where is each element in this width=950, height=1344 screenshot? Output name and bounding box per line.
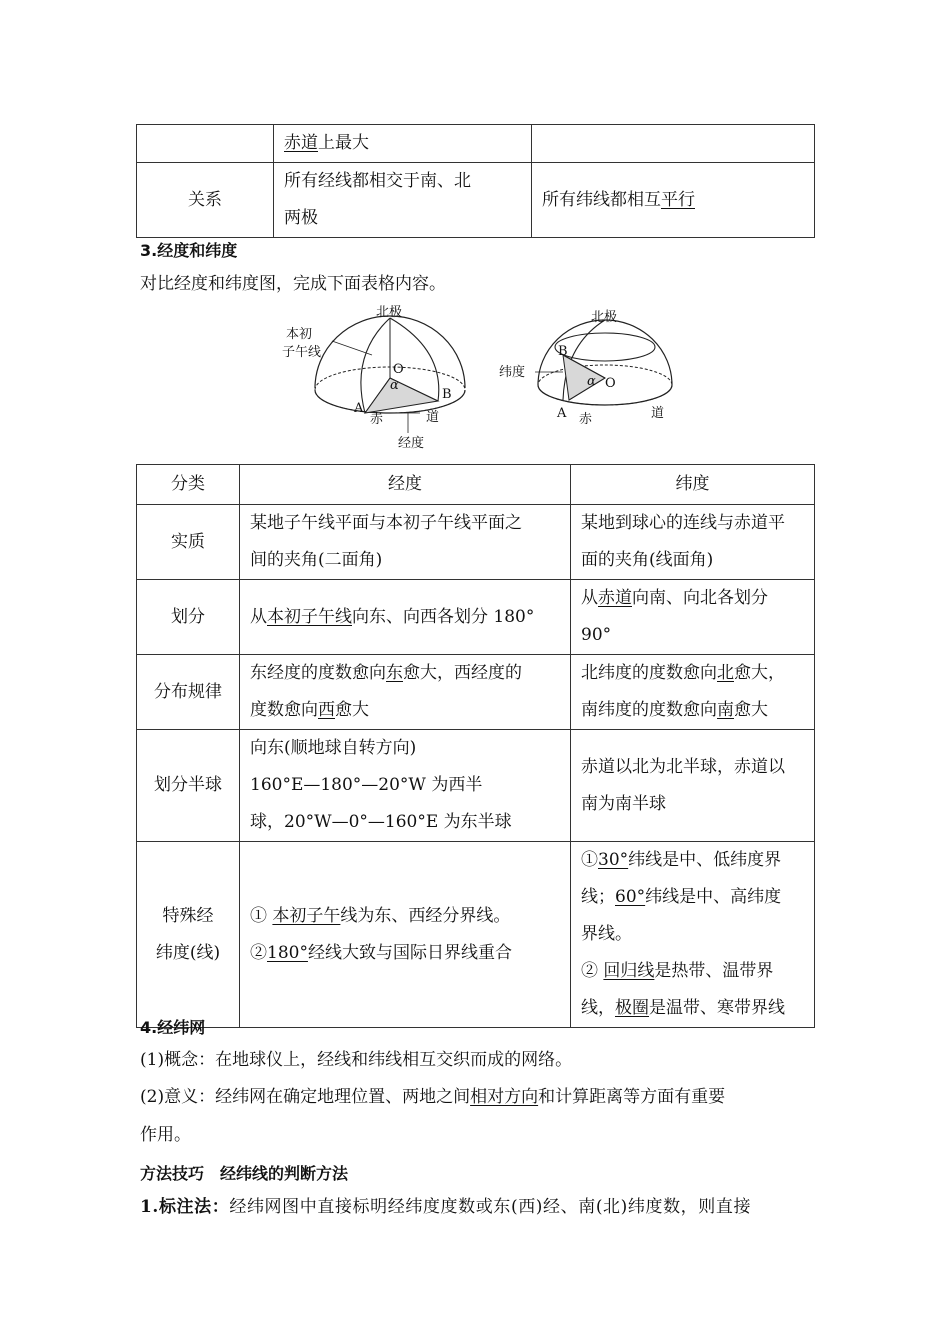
- alpha-label: α: [587, 374, 596, 389]
- row-label-distribution: 分布规律: [137, 655, 240, 730]
- division-latitude: 从赤道向南、向北各划分 90°: [571, 580, 815, 655]
- method-heading: 方法技巧 经纬线的判断方法: [140, 1164, 349, 1183]
- center-o: O: [605, 376, 616, 391]
- relation-meridians: 所有经线都相交于南、北 两极: [274, 163, 532, 238]
- point-b: B: [442, 387, 452, 402]
- header-latitude: 纬度: [571, 465, 815, 505]
- essence-latitude: 某地到球心的连线与赤道平 面的夹角(线面角): [571, 505, 815, 580]
- concept-paragraph: (1)概念：在地球仪上，经线和纬线相互交织而成的网络。: [140, 1050, 573, 1070]
- hemisphere-longitude: 向东(顺地球自转方向) 160°E—180°—20°W 为西半 球，20°W—0°—160°E 为东半球: [240, 730, 571, 842]
- north-pole-label: 北极: [376, 305, 403, 320]
- point-b: B: [558, 344, 568, 359]
- meaning-paragraph: (2)意义：经纬网在确定地理位置、两地之间相对方向和计算距离等方面有重要: [140, 1087, 726, 1107]
- header-longitude: 经度: [240, 465, 571, 505]
- row-label-essence: 实质: [137, 505, 240, 580]
- prime-meridian-label: 本初: [286, 327, 313, 342]
- equator-chi: 赤: [579, 412, 593, 427]
- compare-table: [136, 464, 815, 1028]
- section-heading: 4.经纬网: [140, 1018, 206, 1037]
- relation-parallels: 所有纬线都相互平行: [532, 163, 815, 238]
- top-table-cell: 赤道上最大: [274, 125, 532, 163]
- center-o: O: [393, 362, 404, 377]
- section-intro: 对比经度和纬度图，完成下面表格内容。: [140, 274, 446, 294]
- north-pole-label: 北极: [591, 310, 618, 325]
- division-longitude: 从本初子午线向东、向西各划分 180°: [240, 580, 571, 655]
- point-a: A: [557, 406, 567, 421]
- latitude-circle: [555, 333, 655, 361]
- meaning-paragraph-cont: 作用。: [140, 1125, 191, 1145]
- relation-label: 关系: [137, 163, 274, 238]
- method-paragraph: 1.标注法：经纬网图中直接标明经纬度度数或东(西)经、南(北)纬度数，则直接: [140, 1197, 752, 1217]
- distribution-longitude: 东经度的度数愈向东愈大，西经度的 度数愈向西愈大: [240, 655, 571, 730]
- equator-dao: 道: [426, 410, 440, 425]
- equator-dao: 道: [651, 406, 665, 421]
- essence-longitude: 某地子午线平面与本初子午线平面之 间的夹角(二面角): [240, 505, 571, 580]
- prime-meridian-label: 子午线: [282, 345, 322, 360]
- hemisphere-latitude: 赤道以北为北半球，赤道以 南为南半球: [571, 730, 815, 842]
- header-category: 分类: [137, 465, 240, 505]
- latitude-label: 纬度: [499, 365, 526, 380]
- row-label-division: 划分: [137, 580, 240, 655]
- angle-sector: [563, 355, 605, 400]
- top-table-cell: [137, 125, 274, 163]
- special-latitude: ①30°纬线是中、低纬度界 线；60°纬线是中、高纬度 界线。 ② 回归线是热带、温带界 线，极圈是温带、寒带界线: [571, 842, 815, 1028]
- alpha-label: α: [390, 378, 399, 393]
- latitude-diagram: [495, 305, 685, 430]
- row-label-special: 特殊经 纬度(线): [137, 842, 240, 1028]
- section-heading: 3.经度和纬度: [140, 241, 238, 260]
- equator-chi: 赤: [370, 412, 384, 427]
- row-label-hemisphere: 划分半球: [137, 730, 240, 842]
- top-table-cell: [532, 125, 815, 163]
- distribution-latitude: 北纬度的度数愈向北愈大， 南纬度的度数愈向南愈大: [571, 655, 815, 730]
- top-table: [136, 124, 815, 238]
- longitude-diagram: [280, 305, 480, 453]
- longitude-label: 经度: [398, 436, 425, 451]
- point-a: A: [354, 401, 364, 416]
- special-longitude: ① 本初子午线为东、西经分界线。 ②180°经线大致与国际日界线重合: [240, 842, 571, 1028]
